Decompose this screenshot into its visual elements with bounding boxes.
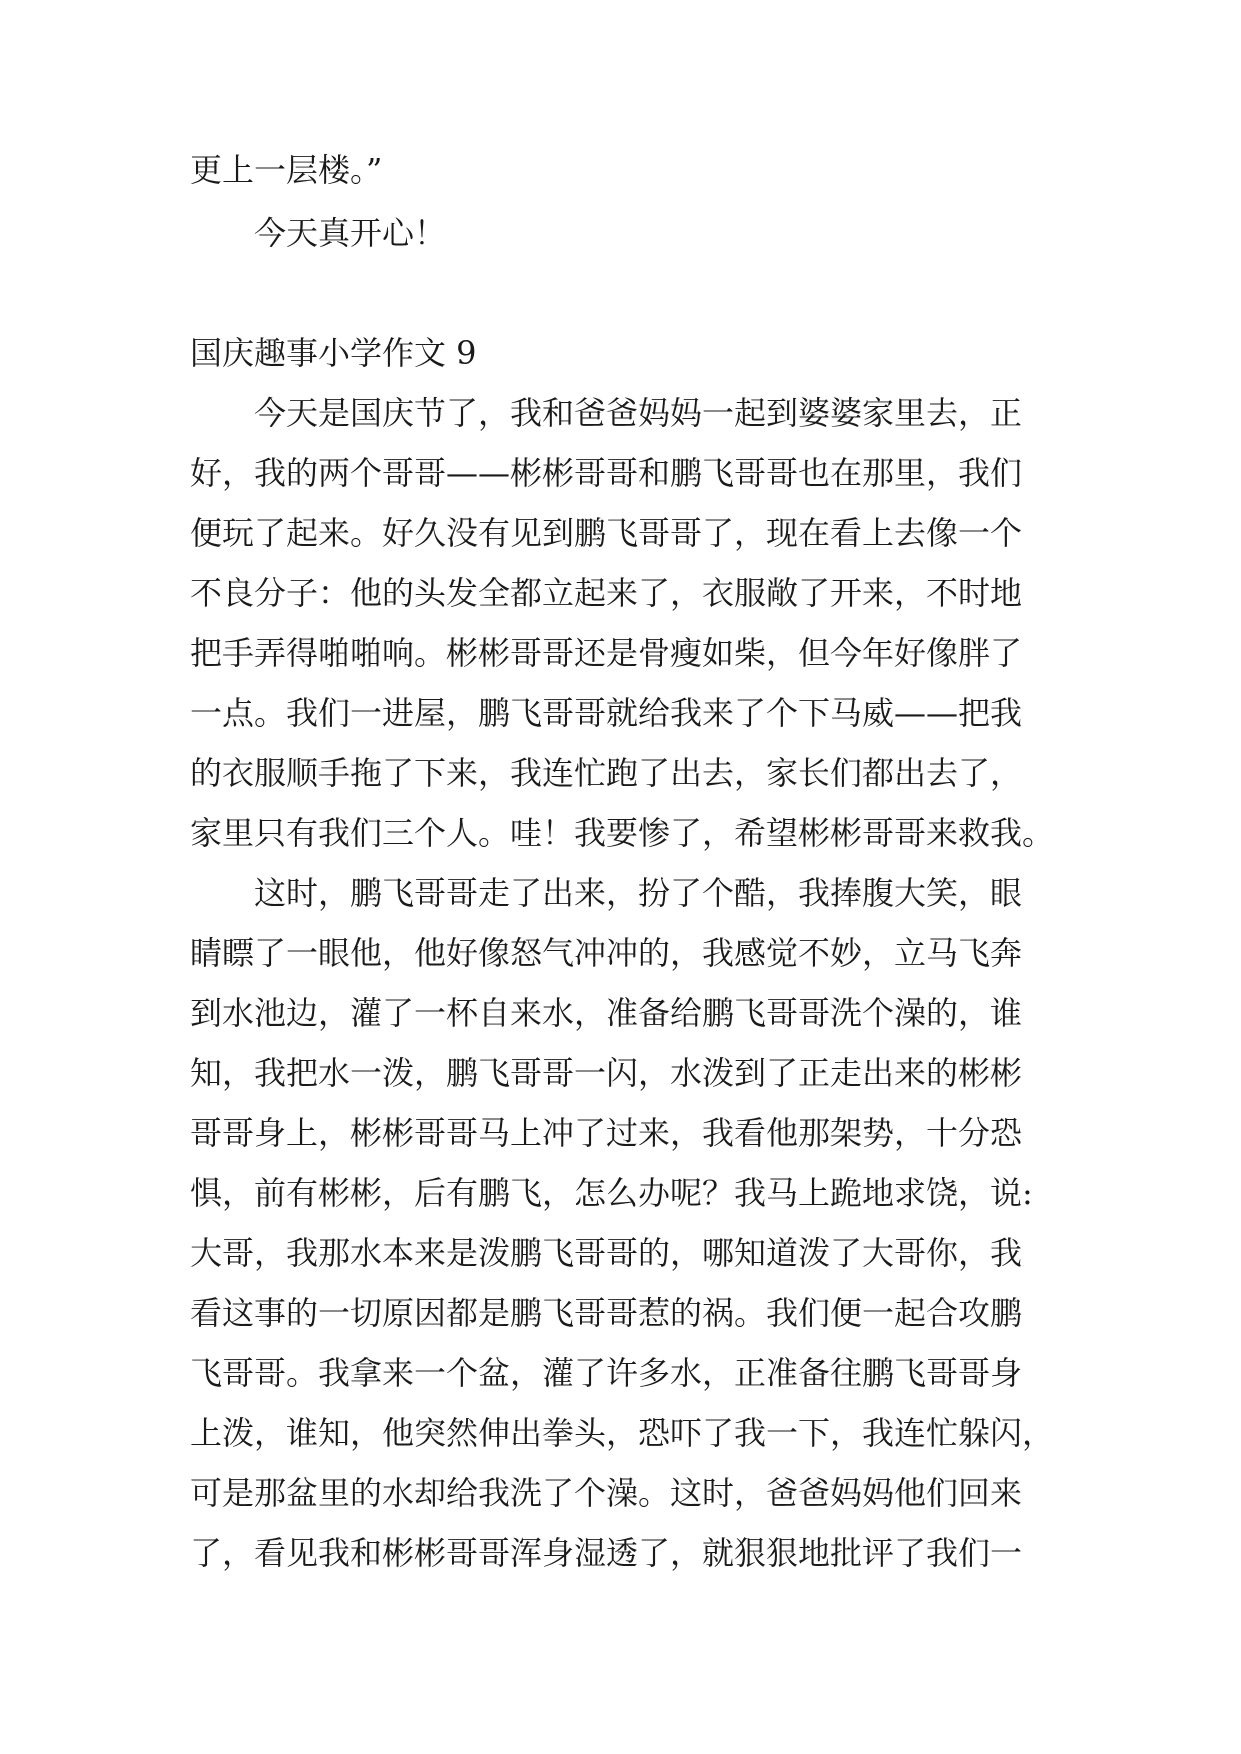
text-line: 可是那盆里的水却给我洗了个澡。这时，爸爸妈妈他们回来	[190, 1474, 1023, 1512]
text-line: 便玩了起来。好久没有见到鹏飞哥哥了，现在看上去像一个	[190, 514, 1023, 552]
text-line: 好，我的两个哥哥——彬彬哥哥和鹏飞哥哥也在那里，我们	[190, 454, 1023, 492]
text-line: 大哥，我那水本来是泼鹏飞哥哥的，哪知道泼了大哥你，我	[190, 1234, 1023, 1272]
text-line: 到水池边，灌了一杯自来水，准备给鹏飞哥哥洗个澡的，谁	[190, 994, 1023, 1032]
text-line: 知，我把水一泼，鹏飞哥哥一闪，水泼到了正走出来的彬彬	[190, 1054, 1023, 1092]
text-line: 不良分子：他的头发全都立起来了，衣服敞了开来，不时地	[190, 574, 1023, 612]
text-line: 了，看见我和彬彬哥哥浑身湿透了，就狠狠地批评了我们一	[190, 1534, 1023, 1572]
text-line: 睛瞟了一眼他，他好像怒气冲冲的，我感觉不妙，立马飞奔	[190, 934, 1023, 972]
text-line: 飞哥哥。我拿来一个盆，灌了许多水，正准备往鹏飞哥哥身	[190, 1354, 1023, 1392]
text-line: 的衣服顺手拖了下来，我连忙跑了出去，家长们都出去了，	[190, 754, 1023, 792]
text-line: 家里只有我们三个人。哇！我要惨了，希望彬彬哥哥来救我。	[190, 814, 1055, 852]
text-line: 上泼，谁知，他突然伸出拳头，恐吓了我一下，我连忙躲闪，	[190, 1414, 1055, 1452]
text-line: 把手弄得啪啪响。彬彬哥哥还是骨瘦如柴，但今年好像胖了	[190, 634, 1023, 672]
text-line: 今天真开心！	[254, 214, 447, 252]
text-line: 哥哥身上，彬彬哥哥马上冲了过来，我看他那架势，十分恐	[190, 1114, 1023, 1152]
text-line: 看这事的一切原因都是鹏飞哥哥惹的祸。我们便一起合攻鹏	[190, 1294, 1023, 1332]
text-line: 一点。我们一进屋，鹏飞哥哥就给我来了个下马威——把我	[190, 694, 1023, 732]
text-line: 这时，鹏飞哥哥走了出来，扮了个酷，我捧腹大笑，眼	[254, 874, 1023, 912]
text-line: 今天是国庆节了，我和爸爸妈妈一起到婆婆家里去，正	[254, 394, 1023, 432]
section-heading: 国庆趣事小学作文 9	[190, 334, 477, 372]
text-line: 更上一层楼。”	[190, 151, 383, 189]
text-line: 惧，前有彬彬，后有鹏飞，怎么办呢？我马上跪地求饶，说:	[190, 1174, 1033, 1212]
